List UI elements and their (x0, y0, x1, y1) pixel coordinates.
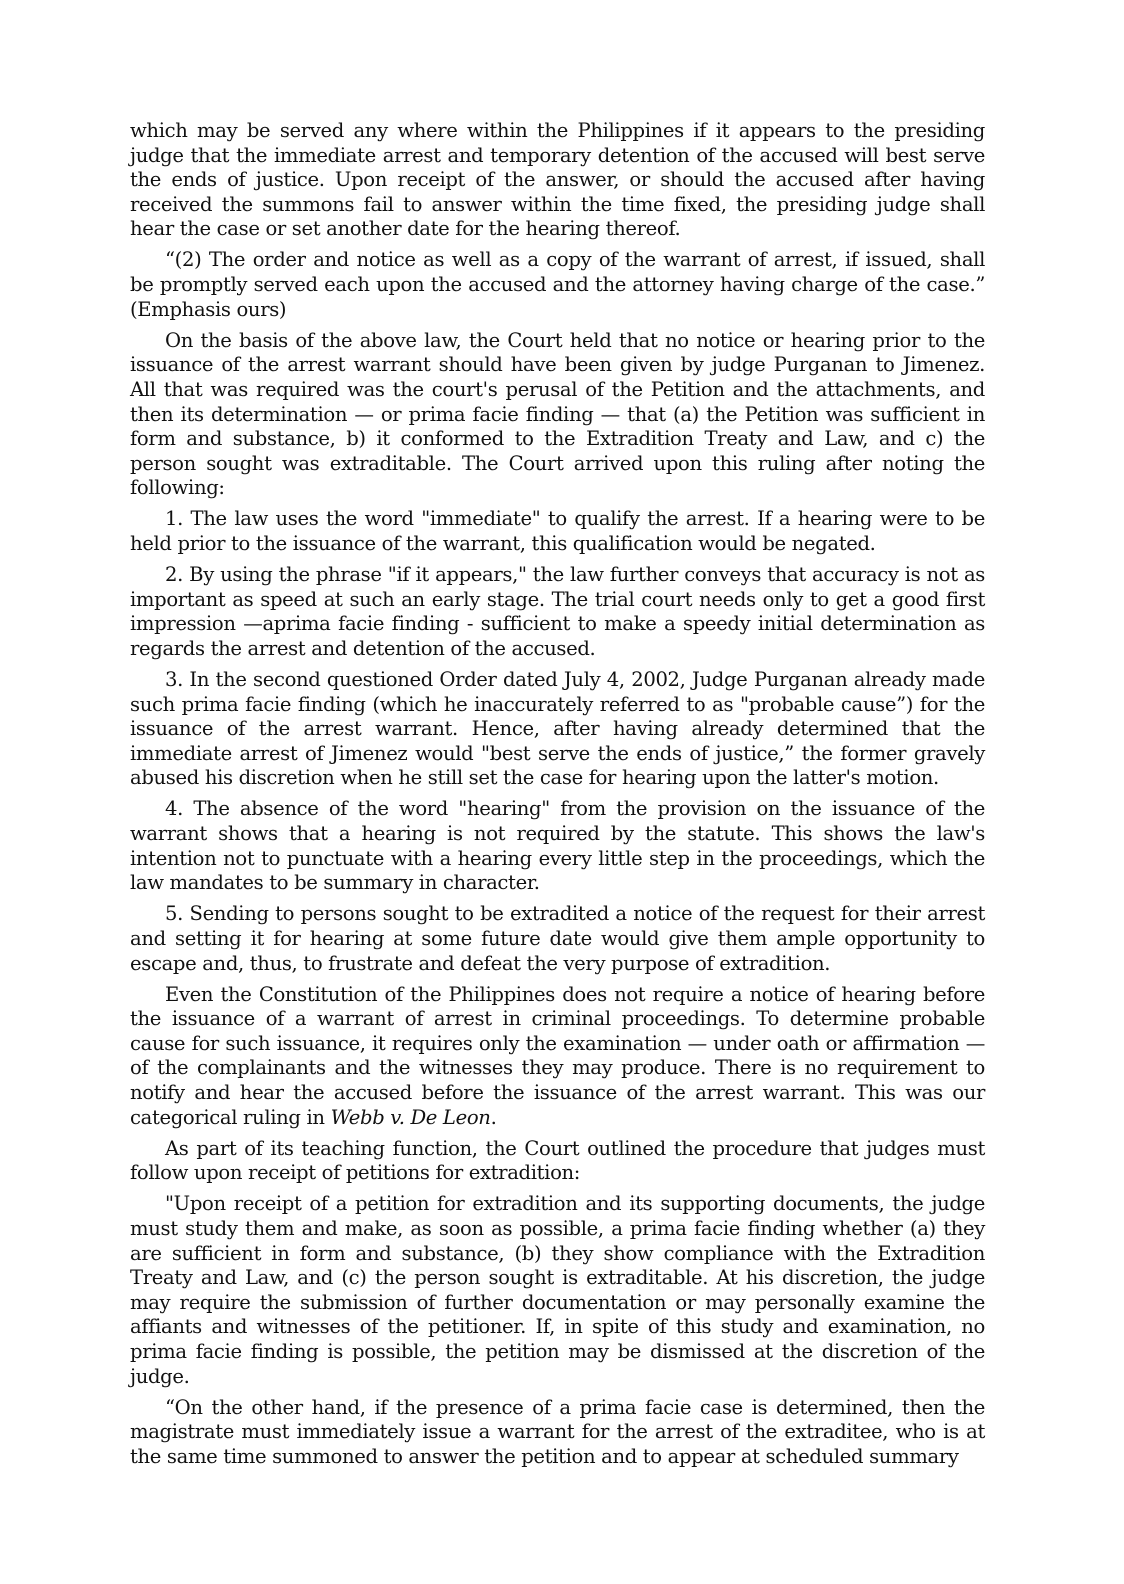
paragraph-3: On the basis of the above law, the Court held that no notice or hearing prior to the issuance of the arrest warrant should have been given by judge Purganan to Jimenez. All that was required was the court's perusal of the Petition and the attachments, and then its determination — or prima facie finding — that (a) the Petition was sufficient in form and substance, b) it conformed to the Extradition Treaty and Law, and c) the person sought was extraditable. The Court arrived upon this ruling after noting the following: (130, 328, 985, 500)
paragraph-teaching: As part of its teaching function, the Court outlined the procedure that judges must follow upon receipt of petitions for extradition: (130, 1136, 985, 1185)
paragraph-constitution-end: . (490, 1105, 497, 1129)
list-item-1: 1. The law uses the word "immediate" to qualify the arrest. If a hearing were to be held prior to the issuance of the warrant, this qualification would be negated. (130, 507, 985, 555)
list-item-5: 5. Sending to persons sought to be extradited a notice of the request for their arrest and setting it for hearing at some future date would give them ample opportunity to escape and, thus, to frustrate and defeat the very purpose of extradition. (130, 902, 985, 975)
paragraph-1: which may be served any where within the Philippines if it appears to the presiding judge that the immediate arrest and temporary detention of the accused will best serve the ends of justice. Upon receipt of the answer, or should the accused after having received the summons fail to answer within the time fixed, the presiding judge shall hear the case or set another date for the hearing thereof. (130, 119, 985, 241)
paragraph-2: “(2) The order and notice as well as a copy of the warrant of arrest, if issued, shall be promptly served each upon the accused and the attorney having charge of the case.” (Emphasis ours) (130, 248, 985, 321)
list-item-4: 4. The absence of the word "hearing" from the provision on the issuance of the warrant shows that a hearing is not required by the statute. This shows the law's intention not to punctuate with a hearing every little step in the proceedings, which the law mandates to be summary in character. (130, 797, 985, 895)
document-page (130, 119, 985, 1476)
case-citation: Webb v. De Leon (330, 1105, 491, 1129)
quoted-procedure-1: "Upon receipt of a petition for extradition and its supporting documents, the judge must study them and make, as soon as possible, a prima facie finding whether (a) they are sufficient in form and substance, (b) they show compliance with the Extradition Treaty and Law, and (c) the person sought is extraditable. At his discretion, the judge may require the submission of further documentation or may personally examine the affiants and witnesses of the petitioner. If, in spite of this study and examination, no prima facie finding is possible, the petition may be dismissed at the discretion of the judge. (130, 1192, 985, 1388)
quoted-procedure-2: “On the other hand, if the presence of a prima facie case is determined, then the magistrate must immediately issue a warrant for the arrest of the extraditee, who is at the same time summoned to answer the petition and to appear at scheduled summary (130, 1395, 985, 1468)
paragraph-constitution-text: Even the Constitution of the Philippines does not require a notice of hearing before the issuance of a warrant of arrest in criminal proceedings. To determine probable cause for such issuance, it requires only the examination — under oath or affirmation —of the complainants and the witnesses they may produce. There is no requirement to notify and hear the accused before the issuance of the arrest warrant. This was our categorical ruling in (130, 982, 985, 1129)
paragraph-constitution (130, 983, 985, 1131)
list-item-3: 3. In the second questioned Order dated July 4, 2002, Judge Purganan already made such prima facie finding (which he inaccurately referred to as "probable cause”) for the issuance of the arrest warrant. Hence, after having already determined that the immediate arrest of Jimenez would "best serve the ends of justice,” the former gravely abused his discretion when he still set the case for hearing upon the latter's motion. (130, 667, 985, 790)
list-item-2: 2. By using the phrase "if it appears," the law further conveys that accuracy is not as important as speed at such an early stage. The trial court needs only to get a good first impression —aprima facie finding - sufficient to make a speedy initial determination as regards the arrest and detention of the accused. (130, 563, 985, 660)
